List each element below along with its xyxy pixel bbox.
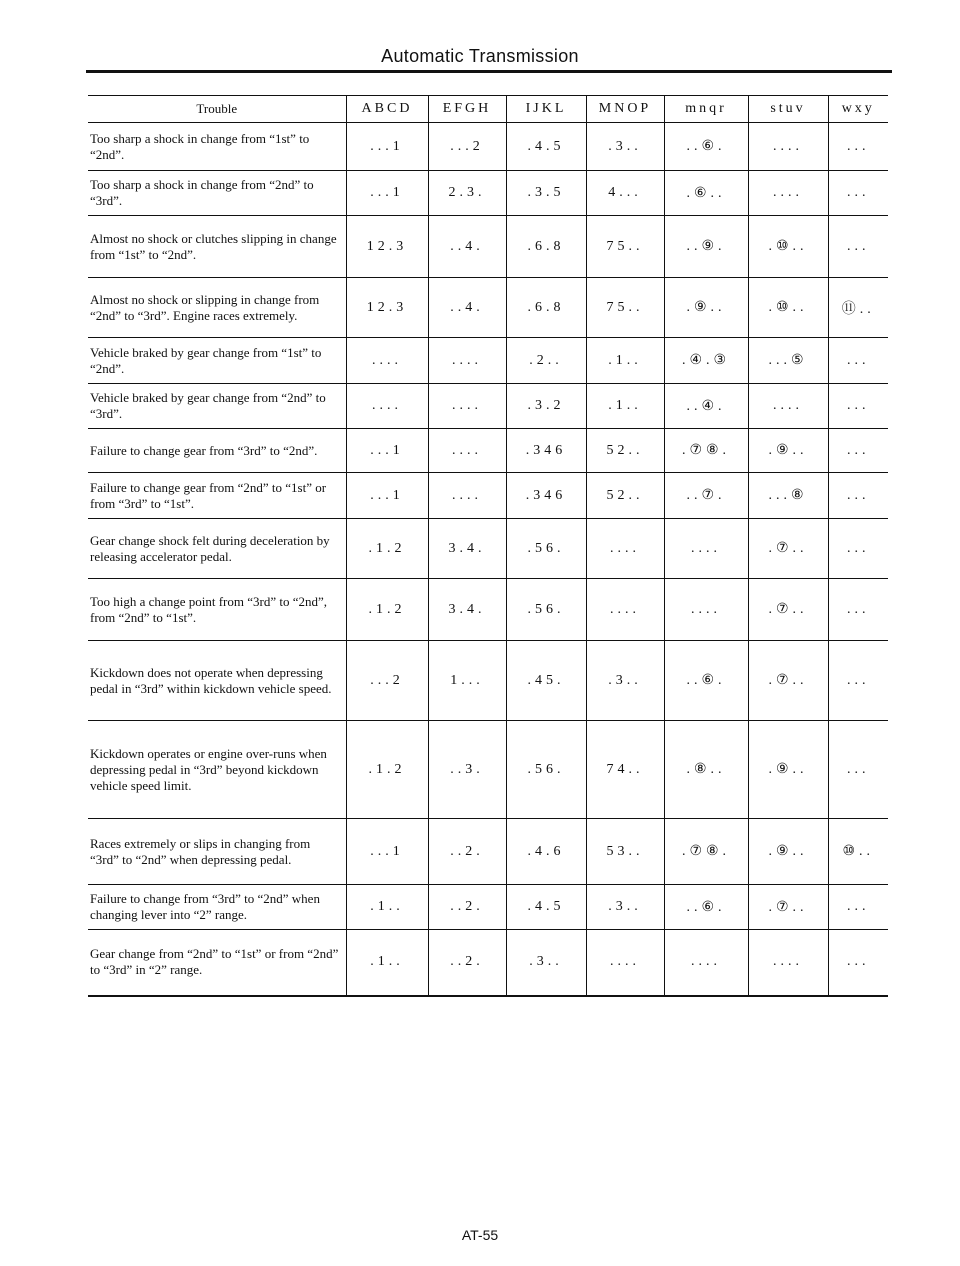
table-row [88, 278, 888, 338]
table-row [88, 429, 888, 473]
code-cell: .⑦⑧. [664, 819, 748, 885]
trouble-description: Gear change shock felt during deceleration by releasing accelerator pedal. [88, 519, 346, 579]
column-header: MNOP [586, 96, 664, 123]
code-cell: .⑦.. [748, 579, 828, 641]
code-cell: .... [428, 429, 506, 473]
code-cell: .4.5 [506, 885, 586, 930]
code-cell: ... [828, 641, 888, 721]
code-cell: .1.. [586, 338, 664, 384]
code-cell: .⑨.. [748, 721, 828, 819]
table-row [88, 473, 888, 519]
code-cell: ...1 [346, 429, 428, 473]
code-cell: .56. [506, 721, 586, 819]
table-row [88, 338, 888, 384]
code-cell: .1.. [346, 930, 428, 996]
code-cell: .... [346, 338, 428, 384]
trouble-description: Almost no shock or slipping in change from “2nd” to “3rd”. Engine races extremely. [88, 278, 346, 338]
code-cell: ..3. [428, 721, 506, 819]
code-cell: ... [828, 579, 888, 641]
trouble-description: Too sharp a shock in change from “2nd” to “3rd”. [88, 171, 346, 216]
code-cell: ...1 [346, 171, 428, 216]
code-cell: .... [748, 171, 828, 216]
diagnosis-table [88, 95, 888, 997]
code-cell: .⑩.. [748, 278, 828, 338]
code-cell: ..2. [428, 930, 506, 996]
code-cell: 52.. [586, 473, 664, 519]
table-row [88, 721, 888, 819]
code-cell: ... [828, 885, 888, 930]
code-cell: .⑧.. [664, 721, 748, 819]
code-cell: ... [828, 171, 888, 216]
page-number: AT-55 [461, 1227, 499, 1243]
table-row [88, 930, 888, 996]
code-cell: .1.2 [346, 721, 428, 819]
column-header: ABCD [346, 96, 428, 123]
trouble-description: Vehicle braked by gear change from “1st” to “2nd”. [88, 338, 346, 384]
code-cell: ... [828, 519, 888, 579]
code-cell: .⑨.. [664, 278, 748, 338]
code-cell: 2.3. [428, 171, 506, 216]
code-cell: 52.. [586, 429, 664, 473]
code-cell: .3.. [586, 885, 664, 930]
code-cell: 1... [428, 641, 506, 721]
code-cell: 75.. [586, 278, 664, 338]
code-cell: .4.5 [506, 123, 586, 171]
code-cell: .... [346, 384, 428, 429]
table-row [88, 216, 888, 278]
code-cell: .346 [506, 429, 586, 473]
code-cell: ..⑥. [664, 123, 748, 171]
trouble-description: Races extremely or slips in changing from “3rd” to “2nd” when depressing pedal. [88, 819, 346, 885]
code-cell: .⑦.. [748, 641, 828, 721]
table-row [88, 579, 888, 641]
code-cell: .⑥.. [664, 171, 748, 216]
code-cell: .1.2 [346, 519, 428, 579]
code-cell: ... [828, 429, 888, 473]
column-header: wxy [828, 96, 888, 123]
table-row [88, 384, 888, 429]
table-row [88, 519, 888, 579]
code-cell: .⑨.. [748, 819, 828, 885]
column-header: mnqr [664, 96, 748, 123]
code-cell: ...⑧ [748, 473, 828, 519]
code-cell: .⑦.. [748, 519, 828, 579]
code-cell: ... [828, 216, 888, 278]
trouble-description: Kickdown operates or engine over-runs when depressing pedal in “3rd” beyond kickdown vehicle speed limit. [88, 721, 346, 819]
page-title: Automatic Transmission [381, 46, 579, 66]
code-cell: 12.3 [346, 278, 428, 338]
column-header: stuv [748, 96, 828, 123]
code-cell: .56. [506, 579, 586, 641]
code-cell: .... [586, 930, 664, 996]
code-cell: ...⑤ [748, 338, 828, 384]
code-cell: .4.6 [506, 819, 586, 885]
trouble-description: Kickdown does not operate when depressing pedal in “3rd” within kickdown vehicle speed. [88, 641, 346, 721]
table-row [88, 885, 888, 930]
table-row [88, 123, 888, 171]
code-cell: ..⑥. [664, 885, 748, 930]
code-cell: ...1 [346, 819, 428, 885]
table-header-row [88, 96, 888, 123]
code-cell: .6.8 [506, 216, 586, 278]
table-row [88, 819, 888, 885]
code-cell: ...2 [346, 641, 428, 721]
code-cell: .3.. [586, 123, 664, 171]
column-header: EFGH [428, 96, 506, 123]
code-cell: ..2. [428, 819, 506, 885]
code-cell: .3.. [586, 641, 664, 721]
code-cell: .56. [506, 519, 586, 579]
code-cell: 4... [586, 171, 664, 216]
code-cell: ..⑥. [664, 641, 748, 721]
code-cell: 53.. [586, 819, 664, 885]
code-cell: ... [828, 123, 888, 171]
code-cell: ...1 [346, 123, 428, 171]
code-cell: ..⑦. [664, 473, 748, 519]
code-cell: .1.. [346, 885, 428, 930]
code-cell: ... [828, 721, 888, 819]
trouble-description: Almost no shock or clutches slipping in change from “1st” to “2nd”. [88, 216, 346, 278]
code-cell: .3.2 [506, 384, 586, 429]
code-cell: ... [828, 384, 888, 429]
trouble-description: Failure to change from “3rd” to “2nd” when changing lever into “2” range. [88, 885, 346, 930]
trouble-description: Failure to change gear from “2nd” to “1st” or from “3rd” to “1st”. [88, 473, 346, 519]
code-cell: .... [586, 519, 664, 579]
code-cell: ⑩.. [828, 819, 888, 885]
code-cell: ... [828, 930, 888, 996]
code-cell: ..④. [664, 384, 748, 429]
code-cell: .3.5 [506, 171, 586, 216]
code-cell: ..4. [428, 216, 506, 278]
code-cell: ..4. [428, 278, 506, 338]
code-cell: .⑩.. [748, 216, 828, 278]
table-row [88, 641, 888, 721]
code-cell: ... [828, 473, 888, 519]
code-cell: 3.4. [428, 579, 506, 641]
code-cell: .⑦⑧. [664, 429, 748, 473]
code-cell: ..⑨. [664, 216, 748, 278]
code-cell: .⑦.. [748, 885, 828, 930]
code-cell: .... [748, 930, 828, 996]
code-cell: .6.8 [506, 278, 586, 338]
code-cell: ...1 [346, 473, 428, 519]
code-cell: .1.. [586, 384, 664, 429]
code-cell: .... [428, 384, 506, 429]
code-cell: .④.③ [664, 338, 748, 384]
code-cell: ..2. [428, 885, 506, 930]
table-body [88, 123, 888, 996]
code-cell: ...2 [428, 123, 506, 171]
code-cell: .... [664, 519, 748, 579]
code-cell: .45. [506, 641, 586, 721]
trouble-column-header: Trouble [88, 96, 346, 123]
code-cell: .... [664, 579, 748, 641]
code-cell: .⑨.. [748, 429, 828, 473]
code-cell: 12.3 [346, 216, 428, 278]
code-cell: .... [748, 384, 828, 429]
column-header: IJKL [506, 96, 586, 123]
code-cell: .... [748, 123, 828, 171]
trouble-description: Too high a change point from “3rd” to “2nd”, from “2nd” to “1st”. [88, 579, 346, 641]
code-cell: .346 [506, 473, 586, 519]
table-row [88, 171, 888, 216]
code-cell: .... [586, 579, 664, 641]
trouble-description: Failure to change gear from “3rd” to “2nd”. [88, 429, 346, 473]
code-cell: 74.. [586, 721, 664, 819]
code-cell: .1.2 [346, 579, 428, 641]
trouble-description: Too sharp a shock in change from “1st” to “2nd”. [88, 123, 346, 171]
code-cell: .... [428, 338, 506, 384]
trouble-description: Vehicle braked by gear change from “2nd” to “3rd”. [88, 384, 346, 429]
title-divider [86, 70, 892, 73]
code-cell: .... [664, 930, 748, 996]
trouble-description: Gear change from “2nd” to “1st” or from “2nd” to “3rd” in “2” range. [88, 930, 346, 996]
code-cell: ⑪.. [828, 278, 888, 338]
code-cell: 75.. [586, 216, 664, 278]
code-cell: ... [828, 338, 888, 384]
code-cell: .2.. [506, 338, 586, 384]
code-cell: .... [428, 473, 506, 519]
code-cell: 3.4. [428, 519, 506, 579]
code-cell: .3.. [506, 930, 586, 996]
